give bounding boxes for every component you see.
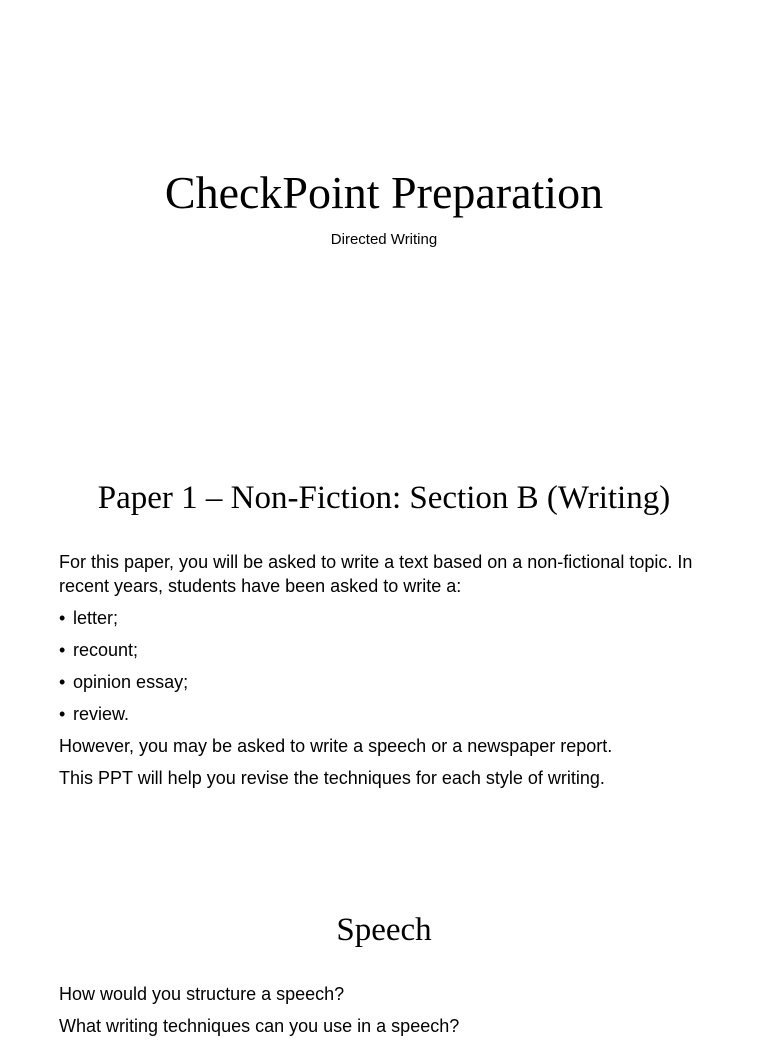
list-item (59, 670, 719, 694)
list-item-label: opinion essay; (73, 672, 189, 692)
bullet-icon: • (59, 640, 66, 660)
paper-slide-title: Paper 1 – Non-Fiction: Section B (Writing) (97, 480, 671, 516)
bullet-icon: • (59, 608, 66, 628)
speech-slide (0, 842, 768, 1036)
paper-slide (0, 412, 768, 842)
paper-slide-body (59, 550, 719, 798)
bullet-icon: • (59, 704, 66, 724)
list-item (59, 702, 719, 726)
ppt-purpose-note: This PPT will help you revise the techniques for each style of writing. (59, 768, 605, 788)
speech-slide-body (59, 982, 719, 1046)
paper-intro-text: For this paper, you will be asked to write a text based on a non-fictional topic. In recent years, students have been asked to write a: (59, 552, 693, 596)
list-item-label: review. (73, 704, 130, 724)
list-item (59, 638, 719, 662)
list-item-label: recount; (73, 640, 139, 660)
list-item-label: letter; (73, 608, 119, 628)
bullet-icon: • (59, 672, 66, 692)
list-item (59, 606, 719, 630)
speech-question-structure: How would you structure a speech? (59, 984, 345, 1004)
speech-report-note: However, you may be asked to write a speech or a newspaper report. (59, 736, 613, 756)
speech-question-techniques: What writing techniques can you use in a speech? (59, 1016, 460, 1036)
speech-slide-title: Speech (336, 912, 432, 948)
writing-type-list (59, 606, 719, 726)
title-slide (0, 0, 768, 412)
presentation-title: CheckPoint Preparation (164, 167, 604, 218)
presentation-subtitle: Directed Writing (330, 231, 438, 248)
